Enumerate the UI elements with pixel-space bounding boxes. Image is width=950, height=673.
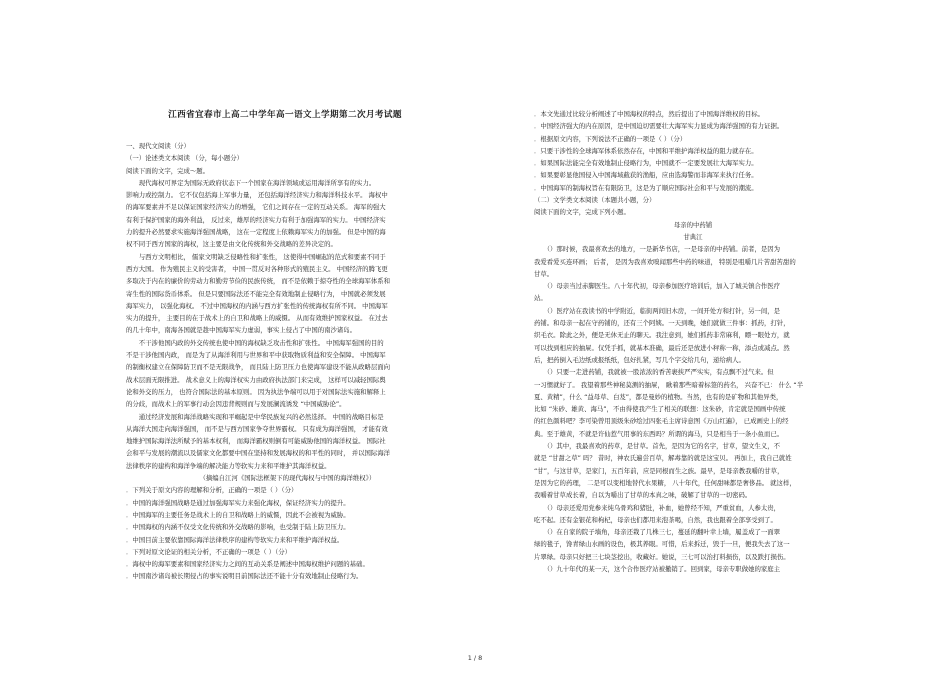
text-line: 就是 “甘甜之草” 吗？ 昔时，神农氏遍尝百草，解毒靠的就是这宝贝。 再加上，我自己就姓 [534, 454, 792, 463]
text-line: 的海军要素并不足以保证国家经济实力的增强， 它们之间存在一定的互动关系。 海军的强大 [126, 203, 386, 212]
text-line: 母亲的中药铺 [673, 220, 713, 229]
text-line: 力的提升必然要求实施海洋强国战略， 这在一定程度上依赖海军实力的加强。 但是中国的海 [126, 228, 386, 237]
text-line: ．如果要彰显他国侵入中国海域截获的渔船，应由选海警而非海军来执行任务。 [534, 171, 758, 180]
text-line: （）那时候，我最喜欢去的地方，一是新华书店，一是母亲的中药铺。前者，是因为 [534, 245, 781, 254]
text-line: 片翠绿。母亲只好把三七块茎挖出，收藏好。她说，三七可以治打料损伤，以及跌打损伤。 [534, 552, 790, 561]
text-line: 战术层面无限推进。 战术意义上的海洋权实力由政府执法部门来完成， 这样可以减轻国际舆 [126, 375, 386, 384]
text-line: 的几十年中，南海各国就是趁中国海军实力虚弱，事实上侵占了中国的南沙诸岛。 [126, 326, 357, 335]
text-line: （）母亲还爱用党参来炖乌骨鸡和猪肚，补血，她曾经不知，严重贫血，人参太贵， [534, 503, 781, 512]
text-line: 海军实力， 以强化海权。 不过中国海权的内涵与西方扩张性的传统海权有所不同。 中国海军 [126, 301, 388, 310]
page-number: 1 / 8 [467, 654, 483, 662]
text-line: 是因为它的药理， 二是可以变相地替代水果糖， 八十年代，任何甜味都是奢侈品。 就这样， [534, 478, 796, 487]
text-line: （）九十年代的某一天，这个合作医疗站被撤销了。回到家，母亲专职做她的家庭主 [534, 564, 781, 573]
text-line: ．海权中的海军要素和国家经济实力之间的互动关系是阐述中国海权维护问题的基础。 [126, 560, 369, 569]
text-line: 有利于保护国家的海外利益， 反过来，雄厚的经济实力有利于加强海军的实力。 中国经济实 [126, 215, 386, 224]
text-line: 从海洋大国走向海洋强国， 而不是与西方国家争夺世界霸权。 只有成为海洋强国， 才能有效 [126, 424, 388, 433]
text-line: 甘草。 [534, 269, 554, 278]
text-line: ．只要干涉性的全球海军体系依然存在，中国和平维护海洋权益的阻力就存在。 [534, 146, 758, 155]
text-line: ．中国海军的制海权旨在有限防卫，这是为了顺应国际社会和平与发展的潮流。 [534, 183, 758, 192]
text-line: （摘编自江河《国际法框架下的现代海权与中国的海洋维权》） [126, 474, 376, 483]
text-line: ．中国的海洋强国战略是通过加强海军实力来强化海权，保证经济实力的提升。 [126, 498, 350, 507]
text-line: 后，把药倒入毛边纸或报纸纸，包好扎紧，写几个字交给几句，递给病人。 [534, 355, 745, 364]
text-line: 法律秩序的建构和海洋争端的解决能力等软实力来和平维护其海洋权益。 [126, 461, 331, 470]
text-line: （）其中，我最喜欢的药草，是甘草。首先，是因为它的名字，甘草，望文生义，不 [534, 442, 781, 451]
text-line: 不是干涉他国内政， 而是为了从海洋利用与世界和平中获取物质利益和安全保障。 中国海军 [126, 351, 386, 360]
text-line: 通过经济发展和海洋战略实现和平崛起是中华民族复兴的必然选择。 中国的战略目标是 [126, 412, 384, 421]
text-line: 地维护国际海洋法所赋予的基本权利， 而海洋霸权则倒有可能威胁他国的海洋权益。 国际社 [126, 437, 386, 446]
text-line: 会和平与发展的潮流以及儒家文化都要中国在坚持和发展海权的和平性的同时， 并以国际海洋 [126, 449, 391, 458]
right-column [534, 108, 852, 575]
text-line: 阅读下面的文字，完成下列小题。 [534, 208, 630, 217]
left-column [126, 140, 456, 583]
text-line: （）在自家的院子墙角，母亲还栽了几株三七，蔓延的翻叶幸上墙，履盖成了一面翠 [534, 528, 781, 537]
text-line: 药铺。和母亲一起在守药铺的，还有三个阿姨。一天到晚，她们就做三件事：抓药，打针， [534, 319, 790, 328]
text-line: 的制衡权建立在保障防卫而不是无限战争， 而且陆上防卫压力也使海军建设不能从政略层面向 [126, 363, 391, 372]
text-line: 可以找到相应的抽屉。仅凭手抓，就基本准确，最后还是放进小秤称一称，添点或减点。然 [534, 343, 790, 352]
text-line: 我爱看爱买连环画； 后者， 是因为我喜欢嗅闻那些中药的味道， 特别是咀嚼几片苦甜苦甜的 [534, 257, 796, 266]
text-line: 织毛衣。除此之外，便是无休无止的聊天。我注意到，她们抓药非常麻利，瞟一眼处方，就 [534, 331, 790, 340]
text-line: 典。至于雄黄，不就是许仙惹气用事的东西吗？所谓的海马，只是相当于一条小鱼而已。 [534, 429, 784, 438]
text-line: 阅读下面的文字，完成～题。 [126, 166, 210, 175]
text-line: 影响力或控制力。 它不仅包括海上军事力量， 还包括海洋经济实力和海洋科技水平。 海权中 [126, 191, 388, 200]
text-line: ．如果国际法能完全有效地制止侵略行为，中国就不一定要发展壮大海军实力。 [534, 159, 758, 168]
text-line: 西方大国。 作为殖民主义的受害者， 中国一贯反对各种形式的殖民主义。 中国经济的腾飞更 [126, 264, 388, 273]
text-line: 的红色颜料吧？李可染曾用顶级朱砂绘过四张毛主席诗意图《万山红遍》， 已成画史上的经 [534, 417, 789, 426]
text-line: 多取决于内在的廉价的劳动力和勤劳节俭的民族传统， 而不是依赖于掠夺性的全球海军体系和 [126, 277, 391, 286]
text-line: 一习惯就好了。 我望着那些神秘莫测的抽屉， 瞅着那些暗着标签的药名， 兴奋不已： 什么 “半 [534, 380, 804, 389]
text-line: ．中国海权的内涵不仅受文化传统和外交战略的影响，也受制于陆上防卫压力。 [126, 523, 350, 532]
text-line: 比如 “朱砂、雄黄、海马”，不由得使我产生了相关的联想：这朱砂，肯定就是国画中传统 [534, 405, 786, 414]
text-line: “甘”，与这甘草，是家门，五百年前，应是同根而生之族。最早，是母亲教我嚼的甘草， [534, 466, 784, 475]
text-line: 我嚼着甘草成长着，自以为嚼出了甘草的本真之味，破解了甘草的一切密码。 [534, 491, 752, 500]
text-line: 甘典江 [683, 232, 703, 241]
text-line: ．本文先通过比较分析阐述了中国海权的特点，然后提出了中国海洋维权的目标。 [534, 110, 765, 118]
text-line: （）只要一走进药铺，我就被一股浓浓的香苦裹挟严严实实，有点飘不过气来。但 [534, 368, 774, 377]
text-line: 现代海权可界定为国际无政府状态下一个国家在海洋领域或运用海洋所享有的实力。 [126, 178, 376, 187]
text-line: 绿的毯子，馋青绿山水画的设色，极其养眼。可惜，后来拆迁，毁于一旦，便我失去了这一 [534, 540, 790, 549]
text-line: ．中国海军的主要任务是战术上的自卫和战略上的威慑，因此不会被视为威胁。 [126, 510, 350, 519]
text-line: 寄生性的国际货币体系。 但是只要国际法还不能完全有效地制止侵略行为， 中国就必须发展 [126, 289, 386, 298]
text-line: （二）文学类文本阅读（本题共小题，分） [534, 196, 656, 205]
text-line: 与西方文明相比， 儒家文明缺乏侵略性和扩张性， 这使得中国崛起的范式和要素不同于 [126, 252, 386, 261]
text-line: ．中国经济强大的内在原因，是中国迫切需要壮大海军实力显成为海洋强国的有力证据。 [534, 122, 784, 131]
text-line: ．下列关于原文内容的理解和分析，正确的一项是（ ）（分） [126, 486, 298, 495]
text-line: 的分歧，而战术上的军事行动会因违背规则而与发展澜流诱发 “中国威胁论”。 [126, 400, 346, 409]
text-line: ．下列对原文论证的相关分析，不正确的一项是（ ）（分） [126, 547, 291, 556]
text-line: （一）论述类文本阅读 （分，每小题分） [126, 154, 244, 163]
text-line: ．中国目前主要依靠国际海洋法律秩序的建构等软实力来和平维护海洋权益。 [126, 535, 344, 544]
text-line: ．中国南沙诸岛被长期侵占的事实说明目前国际法还不能十分有效地制止侵略行为。 [126, 572, 363, 581]
document-title: 江西省宜春市上高二中学年高一语文上学期第二次月考试题 [168, 110, 402, 120]
text-line: ．根据原文内容，下列说法不正确的一项是（ ）（分） [534, 134, 687, 143]
text-line: 一、现代文阅读（分） [126, 142, 190, 150]
text-line: 实力的提升， 主要目的在于战术上的自卫和战略上的威慑。 从而有效维护国家权益。 在过去 [126, 314, 388, 323]
text-line: 夏、黄精”，什么 “益母草、白芨”，都是曼妙的植物。当然，也有的是矿物和其他异类， [534, 392, 783, 401]
text-line: 权不同于西方国家的海权，这主要是由文化传统和外交战略的差异决定的。 [126, 240, 337, 249]
text-line: 吃不起。还有金银花和枸杞，母亲也们都用来泡茶喝，自然，我也跟着全部享受到了。 [534, 515, 777, 524]
text-line: 论和外交的压力， 也符合国际法的基本原则。 因为执法争端可以用于对国际法实施和解释上 [126, 387, 386, 396]
text-line: （）医疗站在我读书的中学附近，临街两间旧木房，一间开处方和打针，另一间，是 [534, 306, 781, 315]
text-line: 站。 [534, 294, 547, 303]
text-line: 不干涉他国内政的外交传统也使中国的海权缺乏攻击性和扩张性。 中国海军强国的目的 [126, 338, 384, 347]
text-line: （）母亲当过赤脚医生。八十年代初，母亲参加医疗培训后，加入了城关镇合作医疗 [534, 282, 781, 291]
